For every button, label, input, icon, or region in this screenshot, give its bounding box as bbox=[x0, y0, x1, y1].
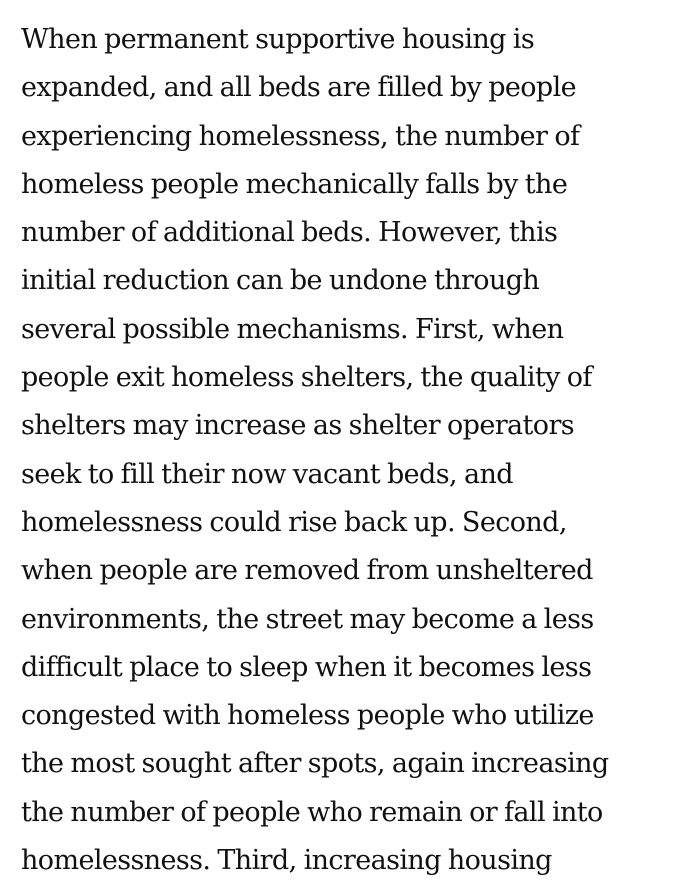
text-line: the number of people who remain or fall into bbox=[21, 796, 603, 828]
text-line: initial reduction can be undone through bbox=[21, 265, 540, 297]
text-line: shelters may increase as shelter operators bbox=[21, 410, 575, 442]
text-line: when people are removed from unsheltered bbox=[21, 555, 593, 587]
text-line: difficult place to sleep when it becomes less bbox=[21, 651, 592, 683]
text-line: homelessness could rise back up. Second, bbox=[21, 506, 567, 538]
text-line: expanded, and all beds are filled by people bbox=[21, 72, 577, 104]
text-line: number of additional beds. However, this bbox=[21, 217, 558, 249]
text-line: the most sought after spots, again increasing bbox=[21, 748, 609, 780]
document-body bbox=[21, 16, 671, 885]
text-line: homelessness. Third, increasing housing bbox=[21, 845, 552, 877]
text-line: congested with homeless people who utilize bbox=[21, 700, 594, 732]
text-line: environments, the street may become a less bbox=[21, 603, 594, 635]
text-line: When permanent supportive housing is bbox=[21, 24, 535, 55]
text-line: several possible mechanisms. First, when bbox=[21, 313, 564, 345]
text-line: homeless people mechanically falls by the bbox=[21, 168, 568, 200]
text-line: experiencing homelessness, the number of bbox=[21, 120, 580, 152]
text-line: people exit homeless shelters, the quality of bbox=[21, 362, 592, 394]
paragraph bbox=[21, 16, 671, 885]
text-line: seek to fill their now vacant beds, and bbox=[21, 458, 513, 490]
